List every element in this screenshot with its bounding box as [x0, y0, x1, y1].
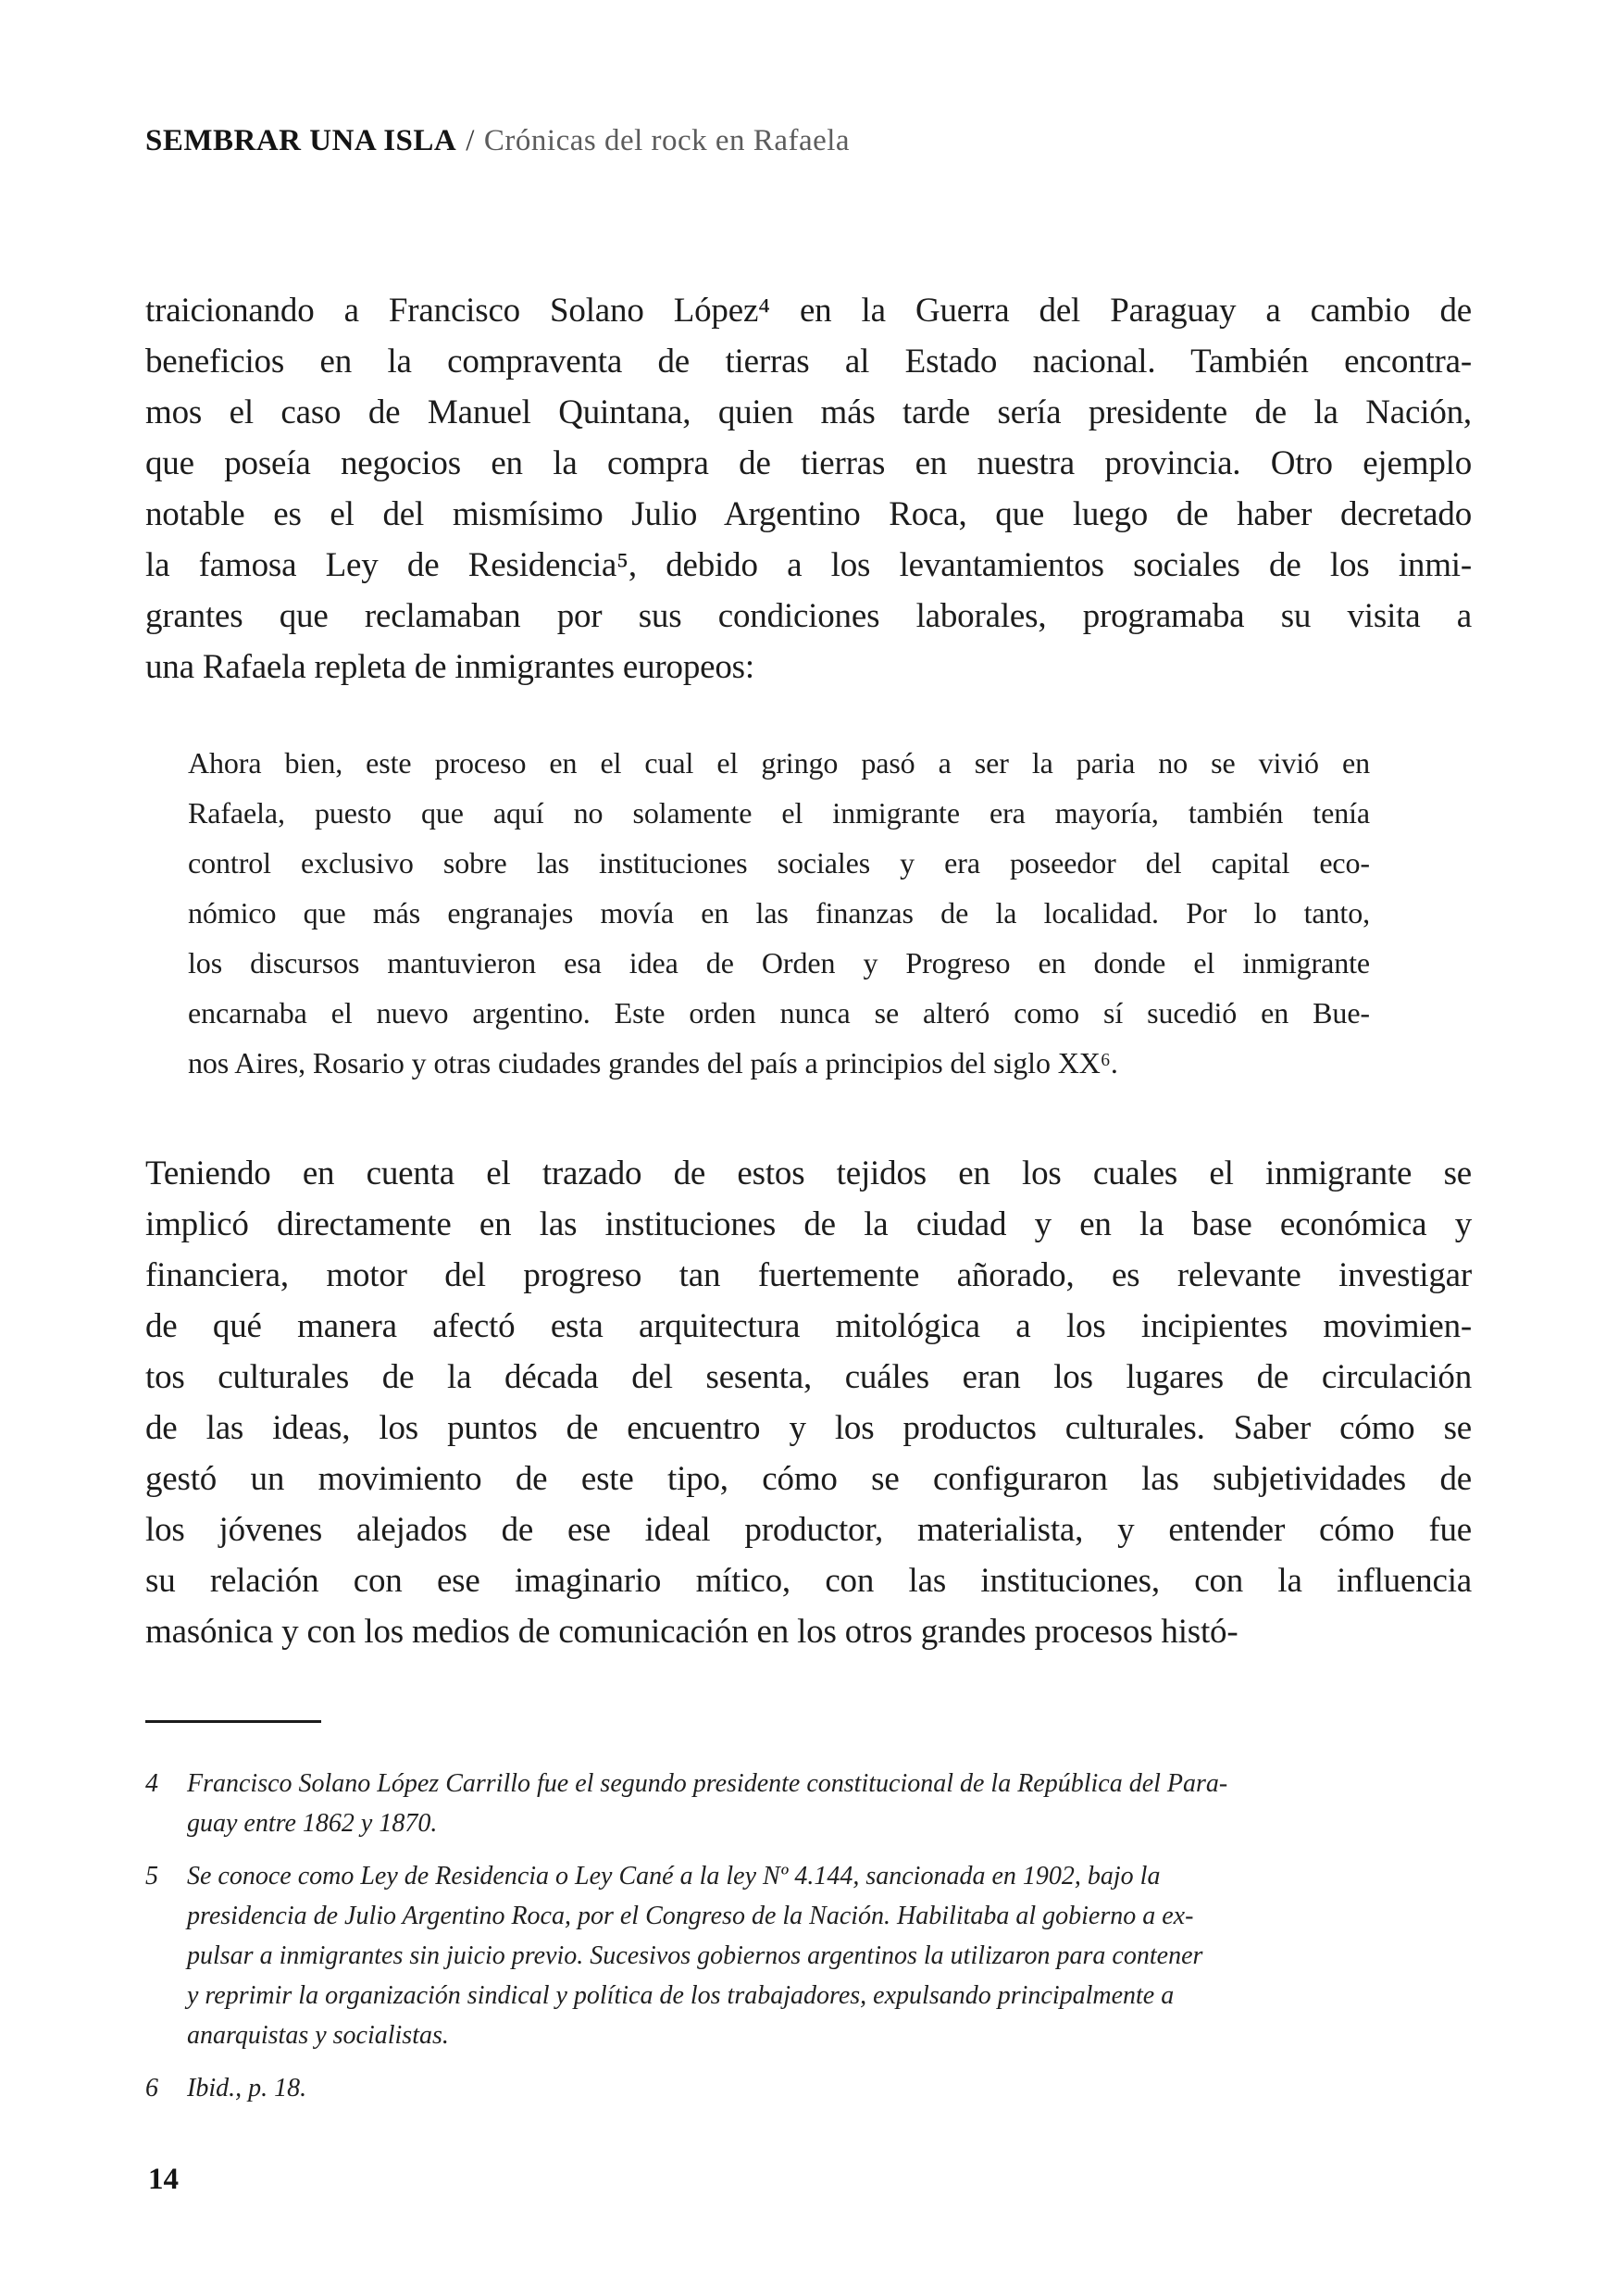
- paragraph-1: [145, 285, 1472, 693]
- text-line: presidencia de Julio Argentino Roca, por el Congreso de la Nación. Habilitaba al gobierno a ex-: [187, 1902, 1194, 1930]
- running-header: [145, 124, 850, 158]
- text-line: grantes que reclamaban por sus condiciones laborales, programaba su visita a: [145, 597, 1472, 635]
- book-title: SEMBRAR UNA ISLA: [145, 124, 457, 157]
- text-line: anarquistas y socialistas.: [187, 2021, 449, 2050]
- footnote-text: [187, 1856, 1506, 2055]
- text-line: una Rafaela repleta de inmigrantes europeos:: [145, 648, 754, 686]
- page-number: 14: [148, 2163, 179, 2196]
- text-line: encarnaba el nuevo argentino. Este orden nunca se alteró como sí sucedió en Bue-: [188, 996, 1370, 1029]
- text-line: los discursos mantuvieron esa idea de Orden y Progreso en donde el inmigrante: [188, 946, 1370, 980]
- text-line: tos culturales de la década del sesenta, cuáles eran los lugares de circulación: [145, 1358, 1472, 1396]
- text-line: nómico que más engranajes movía en las finanzas de la localidad. Por lo tanto,: [188, 896, 1370, 930]
- footnotes: [145, 1764, 1506, 2121]
- text-line: Teniendo en cuenta el trazado de estos tejidos en los cuales el inmigrante se: [145, 1154, 1472, 1192]
- footnote-text: [187, 2068, 1506, 2108]
- text-line: gestó un movimiento de este tipo, cómo se configuraron las subjetividades de: [145, 1460, 1472, 1498]
- text-line: pulsar a inmigrantes sin juicio previo. Sucesivos gobiernos argentinos la utilizaron para contener: [187, 1941, 1203, 1970]
- footnote-text: [187, 1764, 1506, 1843]
- text-line: masónica y con los medios de comunicación en los otros grandes procesos histó-: [145, 1613, 1238, 1651]
- footnote-divider: [145, 1720, 321, 1723]
- text-line: notable es el del mismísimo Julio Argentino Roca, que luego de haber decretado: [145, 495, 1472, 533]
- text-line: los jóvenes alejados de ese ideal productor, materialista, y entender cómo fue: [145, 1511, 1472, 1549]
- text-line: la famosa Ley de Residencia⁵, debido a los levantamientos sociales de los inmi-: [145, 546, 1472, 584]
- text-line: nos Aires, Rosario y otras ciudades grandes del país a principios del siglo XX⁶.: [188, 1046, 1118, 1079]
- footnote-number: 5: [145, 1862, 158, 1890]
- text-line: Rafaela, puesto que aquí no solamente el inmigrante era mayoría, también tenía: [188, 796, 1370, 830]
- text-line: de las ideas, los puntos de encuentro y los productos culturales. Saber cómo se: [145, 1409, 1472, 1447]
- text-line: Ibid., p. 18.: [187, 2074, 307, 2103]
- text-line: mos el caso de Manuel Quintana, quien más tarde sería presidente de la Nación,: [145, 393, 1472, 431]
- text-line: Francisco Solano López Carrillo fue el segundo presidente constitucional de la República del Para-: [187, 1769, 1228, 1798]
- text-line: de qué manera afectó esta arquitectura mitológica a los incipientes movimien-: [145, 1307, 1472, 1345]
- footnote-item: [145, 1856, 1506, 2055]
- text-line: beneficios en la compraventa de tierras al Estado nacional. También encontra-: [145, 343, 1472, 381]
- paragraph-2: [145, 1148, 1472, 1657]
- text-line: Se conoce como Ley de Residencia o Ley Cané a la ley Nº 4.144, sancionada en 1902, bajo la: [187, 1862, 1161, 1890]
- text-line: y reprimir la organización sindical y política de los trabajadores, expulsando principalmente a: [187, 1981, 1175, 2010]
- text-line: implicó directamente en las instituciones de la ciudad y en la base económica y: [145, 1205, 1472, 1243]
- footnote-number: 6: [145, 2074, 158, 2103]
- text-line: que poseía negocios en la compra de tierras en nuestra provincia. Otro ejemplo: [145, 444, 1472, 482]
- header-separator: /: [466, 124, 475, 157]
- footnote-number: 4: [145, 1769, 158, 1798]
- text-line: traicionando a Francisco Solano López⁴ en la Guerra del Paraguay a cambio de: [145, 292, 1472, 330]
- text-line: financiera, motor del progreso tan fuertemente añorado, es relevante investigar: [145, 1256, 1472, 1294]
- block-quote: [188, 738, 1370, 1088]
- text-line: su relación con ese imaginario mítico, con las instituciones, con la influencia: [145, 1562, 1472, 1600]
- text-line: Ahora bien, este proceso en el cual el gringo pasó a ser la paria no se vivió en: [188, 746, 1370, 780]
- footnote-item: [145, 2068, 1506, 2108]
- chapter-subtitle: Crónicas del rock en Rafaela: [483, 124, 851, 157]
- text-line: guay entre 1862 y 1870.: [187, 1809, 438, 1838]
- text-line: control exclusivo sobre las instituciones sociales y era poseedor del capital eco-: [188, 846, 1370, 880]
- footnote-item: [145, 1764, 1506, 1843]
